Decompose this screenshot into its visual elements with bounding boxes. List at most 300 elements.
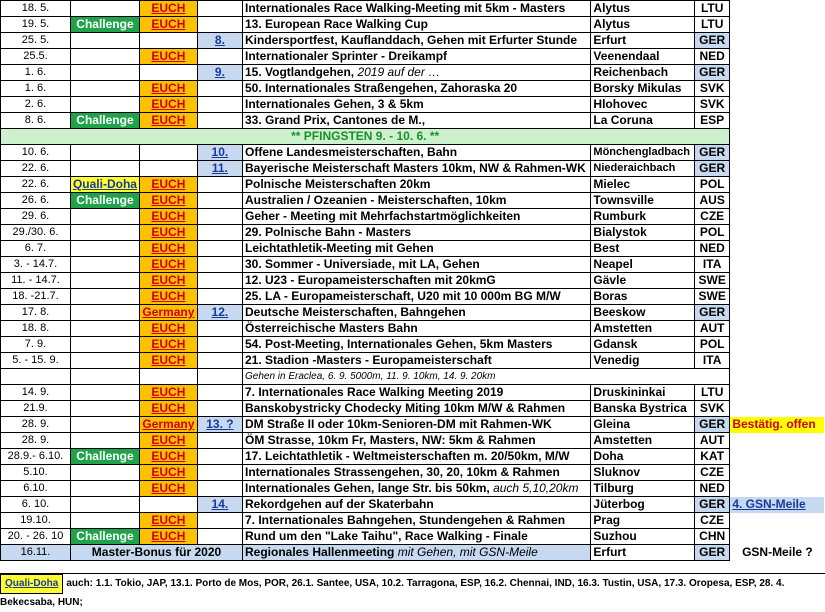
country-code: SVK [694,81,729,97]
championship-link[interactable]: EUCH [139,49,197,65]
table-row [1,433,825,449]
location-cell: Erfurt [591,33,695,49]
championship-link[interactable]: Germany [139,417,197,433]
event-name [243,353,591,369]
series-number-link [197,257,242,273]
date-cell: 22. 6. [1,177,71,193]
location-cell: Alytus [591,1,695,17]
remark-cell [730,257,825,273]
tag-cell [70,33,139,49]
tag-cell: Challenge [70,449,139,465]
event-title: 30. Sommer - Universiade, mit LA, Gehen [245,257,480,271]
series-number-link [197,177,242,193]
table-row [1,209,825,225]
series-number-link [197,513,242,529]
tag-cell [70,305,139,321]
event-title: 25. LA - Europameisterschaft, U20 mit 10 000m BG M/W [245,289,561,303]
championship-link[interactable]: EUCH [139,529,197,545]
location-cell: Borsky Mikulas [591,81,695,97]
championship-link[interactable]: EUCH [139,385,197,401]
table-row [1,289,825,305]
event-title: Österreichische Masters Bahn [245,321,418,335]
remark-cell [730,225,825,241]
remark-cell [730,241,825,257]
event-title: 12. U23 - Europameisterschaften mit 20kmG [245,273,496,287]
tag-cell [70,273,139,289]
date-cell: 3. - 14.7. [1,257,71,273]
event-name [243,289,591,305]
location-cell: Neapel [591,257,695,273]
championship-link [139,145,197,161]
tag-cell [70,481,139,497]
event-name [243,513,591,529]
championship-link[interactable]: EUCH [139,433,197,449]
series-number-link[interactable]: 8. [197,33,242,49]
event-title: 33. Grand Prix, Cantones de M., [245,113,426,127]
series-number-link [197,529,242,545]
date-cell: 28. 9. [1,417,71,433]
country-code: ITA [694,353,729,369]
tag-cell [70,321,139,337]
event-title: 17. Leichtathletik - Weltmeisterschaften m. 20/50km, M/W [245,449,570,463]
remark-cell [730,65,825,81]
country-code: ITA [694,257,729,273]
event-title: Leichtathletik-Meeting mit Gehen [245,241,434,255]
tag-cell [70,145,139,161]
footer-note [0,573,825,608]
table-row [1,17,825,33]
location-cell: Mönchengladbach [591,145,695,161]
country-code: SWE [694,273,729,289]
country-code: NED [694,49,729,65]
date-cell: 10. 6. [1,145,71,161]
tag-cell: Challenge [70,193,139,209]
series-number-link [197,321,242,337]
championship-link[interactable]: EUCH [139,337,197,353]
date-cell: 29. 6. [1,209,71,225]
country-code: GER [694,33,729,49]
series-number-link [197,81,242,97]
event-title: Kindersportfest, Kauflanddach, Gehen mit Erfurter Stunde [245,33,578,47]
table-row [1,481,825,497]
series-number-link [197,449,242,465]
remark-cell [730,305,825,321]
tag-cell [70,513,139,529]
location-cell: Erfurt [591,545,695,561]
table-row [1,193,825,209]
table-row [1,241,825,257]
location-cell: Gdansk [591,337,695,353]
series-number-link [197,273,242,289]
championship-link[interactable]: EUCH [139,401,197,417]
tag-cell[interactable]: Quali-Doha [70,177,139,193]
tag-cell [70,49,139,65]
event-name [243,177,591,193]
event-title: Internationales Gehen, lange Str. bis 50km, [245,481,490,495]
table-row [1,513,825,529]
country-code: LTU [694,17,729,33]
date-cell: 17. 8. [1,305,71,321]
event-title: Geher - Meeting mit Mehrfachstartmöglichkeiten [245,209,521,223]
location-cell: Amstetten [591,321,695,337]
table-row [1,465,825,481]
location-cell: Sluknov [591,465,695,481]
event-name [243,321,591,337]
date-cell: 14. 9. [1,385,71,401]
event-detail: 2019 auf der … [354,65,441,79]
table-row [1,145,825,161]
date-cell: 6. 10. [1,497,71,513]
location-cell: Rumburk [591,209,695,225]
tag-cell: Challenge [70,529,139,545]
table-row [1,497,825,513]
table-row [1,449,825,465]
event-title: Australien / Ozeanien - Meisterschaften, 10km [245,193,507,207]
championship-link[interactable]: EUCH [139,1,197,17]
tag-cell: Challenge [70,113,139,129]
series-number-link [197,49,242,65]
series-number-link[interactable]: 14. [197,497,242,513]
country-code: NED [694,481,729,497]
series-number-link [197,401,242,417]
date-cell [1,369,71,385]
tag-cell [70,433,139,449]
championship-link[interactable]: EUCH [139,465,197,481]
event-name [243,241,591,257]
event-name [243,209,591,225]
event-title: Offene Landesmeisterschaften, Bahn [245,145,458,159]
event-title: Rund um den "Lake Taihu", Race Walking - Finale [245,529,528,543]
event-name [243,401,591,417]
country-code: GER [694,305,729,321]
championship-link[interactable]: EUCH [139,193,197,209]
table-row [1,385,825,401]
event-name [243,65,591,81]
date-cell: 18. -21.7. [1,289,71,305]
country-code: NED [694,241,729,257]
location-cell: La Coruna [591,113,695,129]
championship-link[interactable]: EUCH [139,177,197,193]
event-name [243,433,591,449]
championship-link[interactable]: EUCH [139,273,197,289]
remark-cell [730,321,825,337]
country-code: LTU [694,1,729,17]
date-cell: 19. 5. [1,17,71,33]
tag-cell [70,369,139,385]
event-title: 50. Internationales Straßengehen, Zahoraska 20 [245,81,518,95]
event-title: DM Straße II oder 10km-Senioren-DM mit Rahmen-WK [245,417,552,431]
event-title: Internationales Gehen, 3 & 5km [245,97,424,111]
remark-cell [730,449,825,465]
tag-cell [70,161,139,177]
country-code: CZE [694,513,729,529]
championship-link[interactable]: EUCH [139,225,197,241]
date-cell: 18. 5. [1,1,71,17]
series-number-link [197,465,242,481]
event-name [243,417,591,433]
series-number-link [197,113,242,129]
date-cell: 29./30. 6. [1,225,71,241]
table-row [1,417,825,433]
championship-link[interactable]: EUCH [139,81,197,97]
championship-link[interactable]: EUCH [139,257,197,273]
championship-link[interactable]: EUCH [139,241,197,257]
date-cell: 25. 5. [1,33,71,49]
table-row [1,401,825,417]
championship-link [139,497,197,513]
remark-cell [730,193,825,209]
series-number-link[interactable]: 11. [197,161,242,177]
table-row [1,49,825,65]
event-title: Banskobystricky Chodecky Miting 10km M/W & Rahmen [245,401,566,415]
date-cell: 6. 7. [1,241,71,257]
location-cell: Niederaichbach [591,161,695,177]
event-title: Bayerische Meisterschaft Masters 10km, NW & Rahmen-WK [245,161,586,175]
tag-cell [70,337,139,353]
location-cell: Amstetten [591,433,695,449]
championship-link [139,161,197,177]
event-name [243,497,591,513]
country-code: POL [694,225,729,241]
location-cell: Hlohovec [591,97,695,113]
location-cell: Beeskow [591,305,695,321]
championship-link[interactable]: EUCH [139,97,197,113]
remark-cell [730,177,825,193]
series-number-link [197,193,242,209]
series-number-link[interactable]: 9. [197,65,242,81]
event-name [243,113,591,129]
country-code: KAT [694,449,729,465]
country-code: SVK [694,97,729,113]
event-name [243,545,591,561]
series-number-link[interactable]: 10. [197,145,242,161]
event-name [243,97,591,113]
championship-link[interactable]: EUCH [139,353,197,369]
series-number-link [197,433,242,449]
table-row [1,113,825,129]
tag-cell [70,401,139,417]
remark-cell[interactable]: 4. GSN-Meile [730,497,825,513]
remark-cell [730,81,825,97]
championship-link[interactable]: EUCH [139,209,197,225]
event-title: Regionales Hallenmeeting [245,545,395,559]
date-cell: 11. - 14.7. [1,273,71,289]
remark-cell [730,129,825,145]
location-cell: Doha [591,449,695,465]
tag-cell [70,465,139,481]
country-code: AUT [694,321,729,337]
championship-link[interactable]: EUCH [139,113,197,129]
event-name [243,49,591,65]
remark-cell [730,273,825,289]
country-code: AUT [694,433,729,449]
country-code: SWE [694,289,729,305]
location-cell: Suzhou [591,529,695,545]
location-cell: Reichenbach [591,65,695,81]
championship-link[interactable]: EUCH [139,481,197,497]
remark-cell [730,353,825,369]
event-title: ÖM Strasse, 10km Fr, Masters, NW: 5km & Rahmen [245,433,536,447]
table-row [1,65,825,81]
location-cell: Mielec [591,177,695,193]
event-name [243,1,591,17]
country-code: GER [694,497,729,513]
tag-cell [70,65,139,81]
date-cell: 2. 6. [1,97,71,113]
country-code: POL [694,337,729,353]
remark-cell: GSN-Meile ? [742,545,813,559]
country-code: GER [694,161,729,177]
table-row [1,321,825,337]
event-title: Rekordgehen auf der Skaterbahn [245,497,434,511]
location-cell: Townsville [591,193,695,209]
date-cell: 5.10. [1,465,71,481]
event-name [243,33,591,49]
series-number-link[interactable]: 13. ? [197,417,242,433]
remark-cell [730,161,825,177]
tag-cell [70,385,139,401]
remark-cell: Bestätig. offen [730,417,825,433]
date-cell: 1. 6. [1,65,71,81]
event-name [243,17,591,33]
event-title: 7. Internationales Bahngehen, Stundengehen & Rahmen [245,513,566,527]
event-title: 7. Internationales Race Walking Meeting 2019 [245,385,504,399]
table-row [1,177,825,193]
table-row [1,353,825,369]
event-name [243,81,591,97]
table-row [1,529,825,545]
table-row [1,337,825,353]
remark-cell [730,481,825,497]
remark-cell [730,209,825,225]
championship-link[interactable]: EUCH [139,513,197,529]
table-row [1,545,825,561]
location-cell: Druskininkai [591,385,695,401]
country-code: CHN [694,529,729,545]
table-row [1,225,825,241]
event-name [243,337,591,353]
remark-cell [730,401,825,417]
date-cell: 25.5. [1,49,71,65]
table-row [1,273,825,289]
table-row [1,33,825,49]
event-title: Internationales Strassengehen, 30, 20, 10km & Rahmen [245,465,560,479]
country-code: GER [694,145,729,161]
tag-cell [70,241,139,257]
event-title: 13. European Race Walking Cup [245,17,428,31]
location-cell: Veenendaal [591,49,695,65]
location-cell: Best [591,241,695,257]
table-row-subnote [1,369,825,385]
series-number-link[interactable]: 12. [197,305,242,321]
tag-cell [70,1,139,17]
championship-link [139,369,197,385]
date-cell: 1. 6. [1,81,71,97]
pfingsten-banner: ** PFINGSTEN 9. - 10. 6. ** [1,129,730,145]
tag-cell [70,497,139,513]
location-cell: Prag [591,513,695,529]
tag-cell [70,225,139,241]
event-title: 21. Stadion -Masters - Europameisterschaft [245,353,492,367]
table-row [1,81,825,97]
footer-text: auch: 1.1. Tokio, JAP, 13.1. Porto de Mos, POR, 26.1. Santee, USA, 10.2. Tarragona, ESP, 16.2. Chennai, IND, 16.3. Tustin, USA, 17.3. Oropesa, ESP, 28. 4. Bekecsaba, HUN; [0,578,785,608]
event-title: Polnische Meisterschaften 20km [245,177,431,191]
event-title: 15. Vogtlandgehen, [245,65,355,79]
country-code: CZE [694,209,729,225]
footer-quali-label[interactable]: Quali-Doha [0,574,63,594]
event-detail: auch 5,10,20km [489,481,579,495]
championship-link [139,33,197,49]
location-cell: Gävle [591,273,695,289]
series-number-link [197,289,242,305]
date-cell: 26. 6. [1,193,71,209]
remark-cell [730,113,825,129]
country-code: GER [694,65,729,81]
date-cell: 20. - 26. 10 [1,529,71,545]
remark-cell [730,17,825,33]
tag-cell [70,257,139,273]
series-number-link [197,225,242,241]
date-cell: 28. 9. [1,433,71,449]
event-name [243,193,591,209]
date-cell: 8. 6. [1,113,71,129]
location-cell: Boras [591,289,695,305]
remark-cell [730,513,825,529]
remark-cell [730,529,825,545]
country-code: ESP [694,113,729,129]
tag-cell [70,209,139,225]
remark-cell [730,145,825,161]
series-number-link [197,385,242,401]
remark-cell [730,337,825,353]
tag-cell [70,353,139,369]
country-code: AUS [694,193,729,209]
table-row [1,161,825,177]
date-cell: 22. 6. [1,161,71,177]
event-name [243,225,591,241]
championship-link[interactable]: EUCH [139,17,197,33]
championship-link[interactable]: EUCH [139,321,197,337]
event-name [243,273,591,289]
date-cell: 6.10. [1,481,71,497]
championship-link[interactable]: Germany [139,305,197,321]
event-title: Internationales Race Walking-Meeting mit 5km - Masters [245,1,566,15]
remark-cell [730,97,825,113]
country-code: GER [694,545,729,561]
event-title: 54. Post-Meeting, Internationales Gehen, 5km Masters [245,337,553,351]
series-number-link [197,1,242,17]
country-code: GER [694,417,729,433]
event-title: 29. Polnische Bahn - Masters [245,225,412,239]
date-cell: 28.9.- 6.10. [1,449,71,465]
table-row [1,97,825,113]
event-detail: mit Gehen, mit GSN-Meile [394,545,538,559]
event-title: Internationaler Sprinter - Dreikampf [245,49,448,63]
tag-cell [70,289,139,305]
table-row [1,257,825,273]
location-cell: Bialystok [591,225,695,241]
remark-cell [730,49,825,65]
championship-link[interactable]: EUCH [139,449,197,465]
location-cell: Jüterbog [591,497,695,513]
event-name [243,481,591,497]
master-bonus-label: Master-Bonus für 2020 [70,545,242,561]
championship-link[interactable]: EUCH [139,289,197,305]
series-number-link [197,97,242,113]
series-number-link [197,209,242,225]
series-number-link [197,17,242,33]
event-title: Deutsche Meisterschaften, Bahngehen [245,305,466,319]
